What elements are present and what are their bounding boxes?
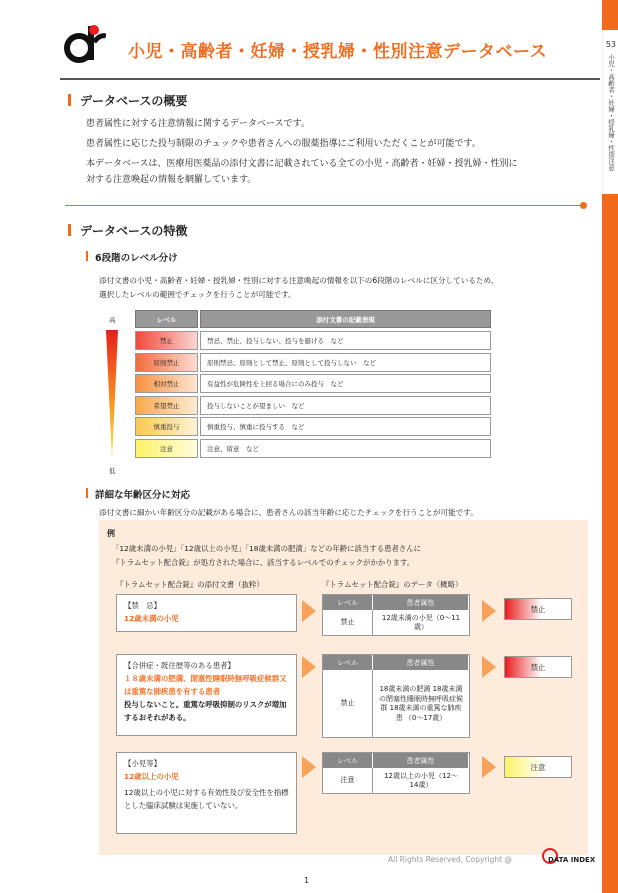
case-card [116, 752, 297, 834]
levels-line: 添付文書の小児・高齢者・妊婦・授乳婦・性別に対する注意喚起の情報を以下の6段階のレベルに区分しているため、 [99, 276, 499, 285]
level-name: 慎重投与 [135, 417, 198, 436]
card-bold-text: 投与しないこと。重篤な呼吸抑制のリスクが増加するおそれがある。 [124, 700, 287, 722]
level-description: 禁忌、禁止、投与しない、投与を避ける など [200, 331, 491, 350]
card-heading: 【合併症・既往歴等のある患者】 [124, 661, 235, 670]
features-heading: データベースの特徴 [68, 222, 187, 239]
level-name: 希望禁止 [135, 396, 198, 415]
mini-row [323, 610, 469, 636]
overview-line: 対する注意喚起の情報を網羅しています。 [86, 175, 257, 185]
level-row [135, 374, 491, 393]
card-highlight: 12歳以上の小児 [124, 772, 179, 781]
overview-line: 患者属性に応じた投与制限のチェックや患者さんへの服薬指導にご利用いただくことが可能です。 [86, 139, 481, 149]
age-text: 添付文書に細かい年齢区分の記載がある場合に、患者さんの該当年齢に応じたチェックを行うことが可能です。 [99, 508, 478, 517]
dr-logo-icon [62, 20, 106, 66]
card-heading: 【禁 忌】 [124, 601, 161, 610]
arrow-icon [482, 600, 496, 622]
caption-right: 『トラムセット配合錠』のデータ（概略） [322, 580, 463, 589]
copyright: All Rights Reserved, Copyright @ [388, 855, 512, 864]
overview-line: 患者属性に対する注意情報に関するデータベースです。 [86, 119, 310, 129]
arrow-icon [302, 656, 316, 678]
card-normal-text: 12歳以上の小児に対する有効性及び安全性を指標とした臨床試験は実施していない。 [124, 788, 289, 810]
mini-col-level: レベル [323, 595, 373, 610]
case-card [116, 654, 297, 736]
mini-level: 禁止 [323, 610, 373, 636]
arrow-icon [302, 756, 316, 778]
mini-attr: 12歳以上の小児（12～14歳） [384, 771, 458, 789]
example-line: 『トラムセット配合錠』が処方された場合に、該当するレベルでのチェックがかかります。 [112, 558, 415, 567]
overview-heading: データベースの概要 [68, 92, 187, 109]
mini-attr: 18歳未満の肥満 18歳未満の閉塞性睡眠時無呼吸症候群 18歳未満の重篤な肺疾患 （0～17歳） [379, 685, 463, 722]
gauge-high-label: 高 [109, 316, 116, 324]
card-highlight: 12歳未満の小児 [124, 614, 179, 623]
level-row [135, 417, 491, 436]
result-badge: 禁止 [504, 656, 572, 678]
levels-line: 選択したレベルの範囲でチェックを行うことが可能です。 [99, 290, 296, 299]
page-number: 1 [304, 876, 310, 885]
case-card [116, 594, 297, 632]
case-data-table [322, 594, 470, 636]
mini-col-attr: 患者属性 [373, 753, 469, 768]
header-divider [60, 78, 600, 80]
mini-col-level: レベル [323, 655, 373, 670]
level-row [135, 331, 491, 350]
level-description: 有益性が危険性を上回る場合にのみ投与 など [200, 374, 491, 393]
side-page-number: 53 [605, 40, 616, 49]
overview-text [86, 116, 586, 188]
mini-header [323, 595, 469, 610]
section-divider [65, 205, 585, 206]
arrow-icon [482, 656, 496, 678]
level-name: 注意 [135, 439, 198, 458]
divider-dot [580, 202, 587, 209]
severity-gauge [106, 330, 118, 460]
side-label: 小児・高齢者・妊婦・授乳婦・性別注意 [607, 54, 615, 171]
level-description: 投与しないことが望ましい など [200, 396, 491, 415]
mini-level: 注意 [323, 768, 373, 794]
brand-name: DATA INDEX [548, 856, 596, 864]
example-line: 「12歳未満の小児」「12歳以上の小児」「18歳未満の肥満」などの年齢に該当する患者さんに [112, 544, 422, 553]
level-description: 注意、留意 など [200, 439, 491, 458]
levels-text [99, 274, 589, 302]
level-description: 原則禁忌、原則として禁止、原則として投与しない など [200, 353, 491, 372]
mini-col-attr: 患者属性 [373, 595, 469, 610]
level-description: 慎重投与、慎重に投与する など [200, 417, 491, 436]
card-highlight: １８歳未満の肥満、閉塞性睡眠時無呼吸症候群又は重篤な肺疾患を有する患者 [124, 674, 287, 696]
mini-col-attr: 患者属性 [373, 655, 469, 670]
level-name: 相対禁止 [135, 374, 198, 393]
mini-attr: 12歳未満の小児（0～11歳） [381, 613, 461, 631]
desc-col-header: 添付文書の記載表現 [200, 310, 491, 328]
mini-row [323, 768, 469, 794]
level-row [135, 439, 491, 458]
levels-heading: 6段階のレベル分け [86, 250, 178, 264]
mini-level: 禁止 [323, 670, 373, 738]
gauge-low-label: 低 [109, 467, 116, 475]
level-table-header [135, 310, 491, 328]
card-heading: 【小児等】 [124, 759, 161, 768]
overview-line: 本データベースは、医療用医薬品の添付文書に記載されている全ての小児・高齢者・妊婦・授乳婦・性別に [86, 159, 518, 169]
mini-header [323, 753, 469, 768]
arrow-icon [302, 600, 316, 622]
level-row [135, 396, 491, 415]
mini-col-level: レベル [323, 753, 373, 768]
level-col-header: レベル [135, 310, 198, 328]
age-heading: 詳細な年齢区分に対応 [86, 487, 190, 501]
result-badge: 禁止 [504, 598, 572, 620]
example-title: 例 [107, 529, 115, 538]
mini-row [323, 670, 469, 738]
level-name: 禁止 [135, 331, 198, 350]
level-name: 原則禁止 [135, 353, 198, 372]
result-badge: 注意 [504, 756, 572, 778]
caption-left: 『トラムセット配合錠』の添付文書（抜粋） [116, 580, 264, 589]
page-title: 小児・高齢者・妊婦・授乳婦・性別注意データベース [128, 42, 548, 62]
mini-header [323, 655, 469, 670]
arrow-icon [482, 756, 496, 778]
case-data-table [322, 752, 470, 794]
level-row [135, 353, 491, 372]
case-data-table [322, 654, 470, 738]
